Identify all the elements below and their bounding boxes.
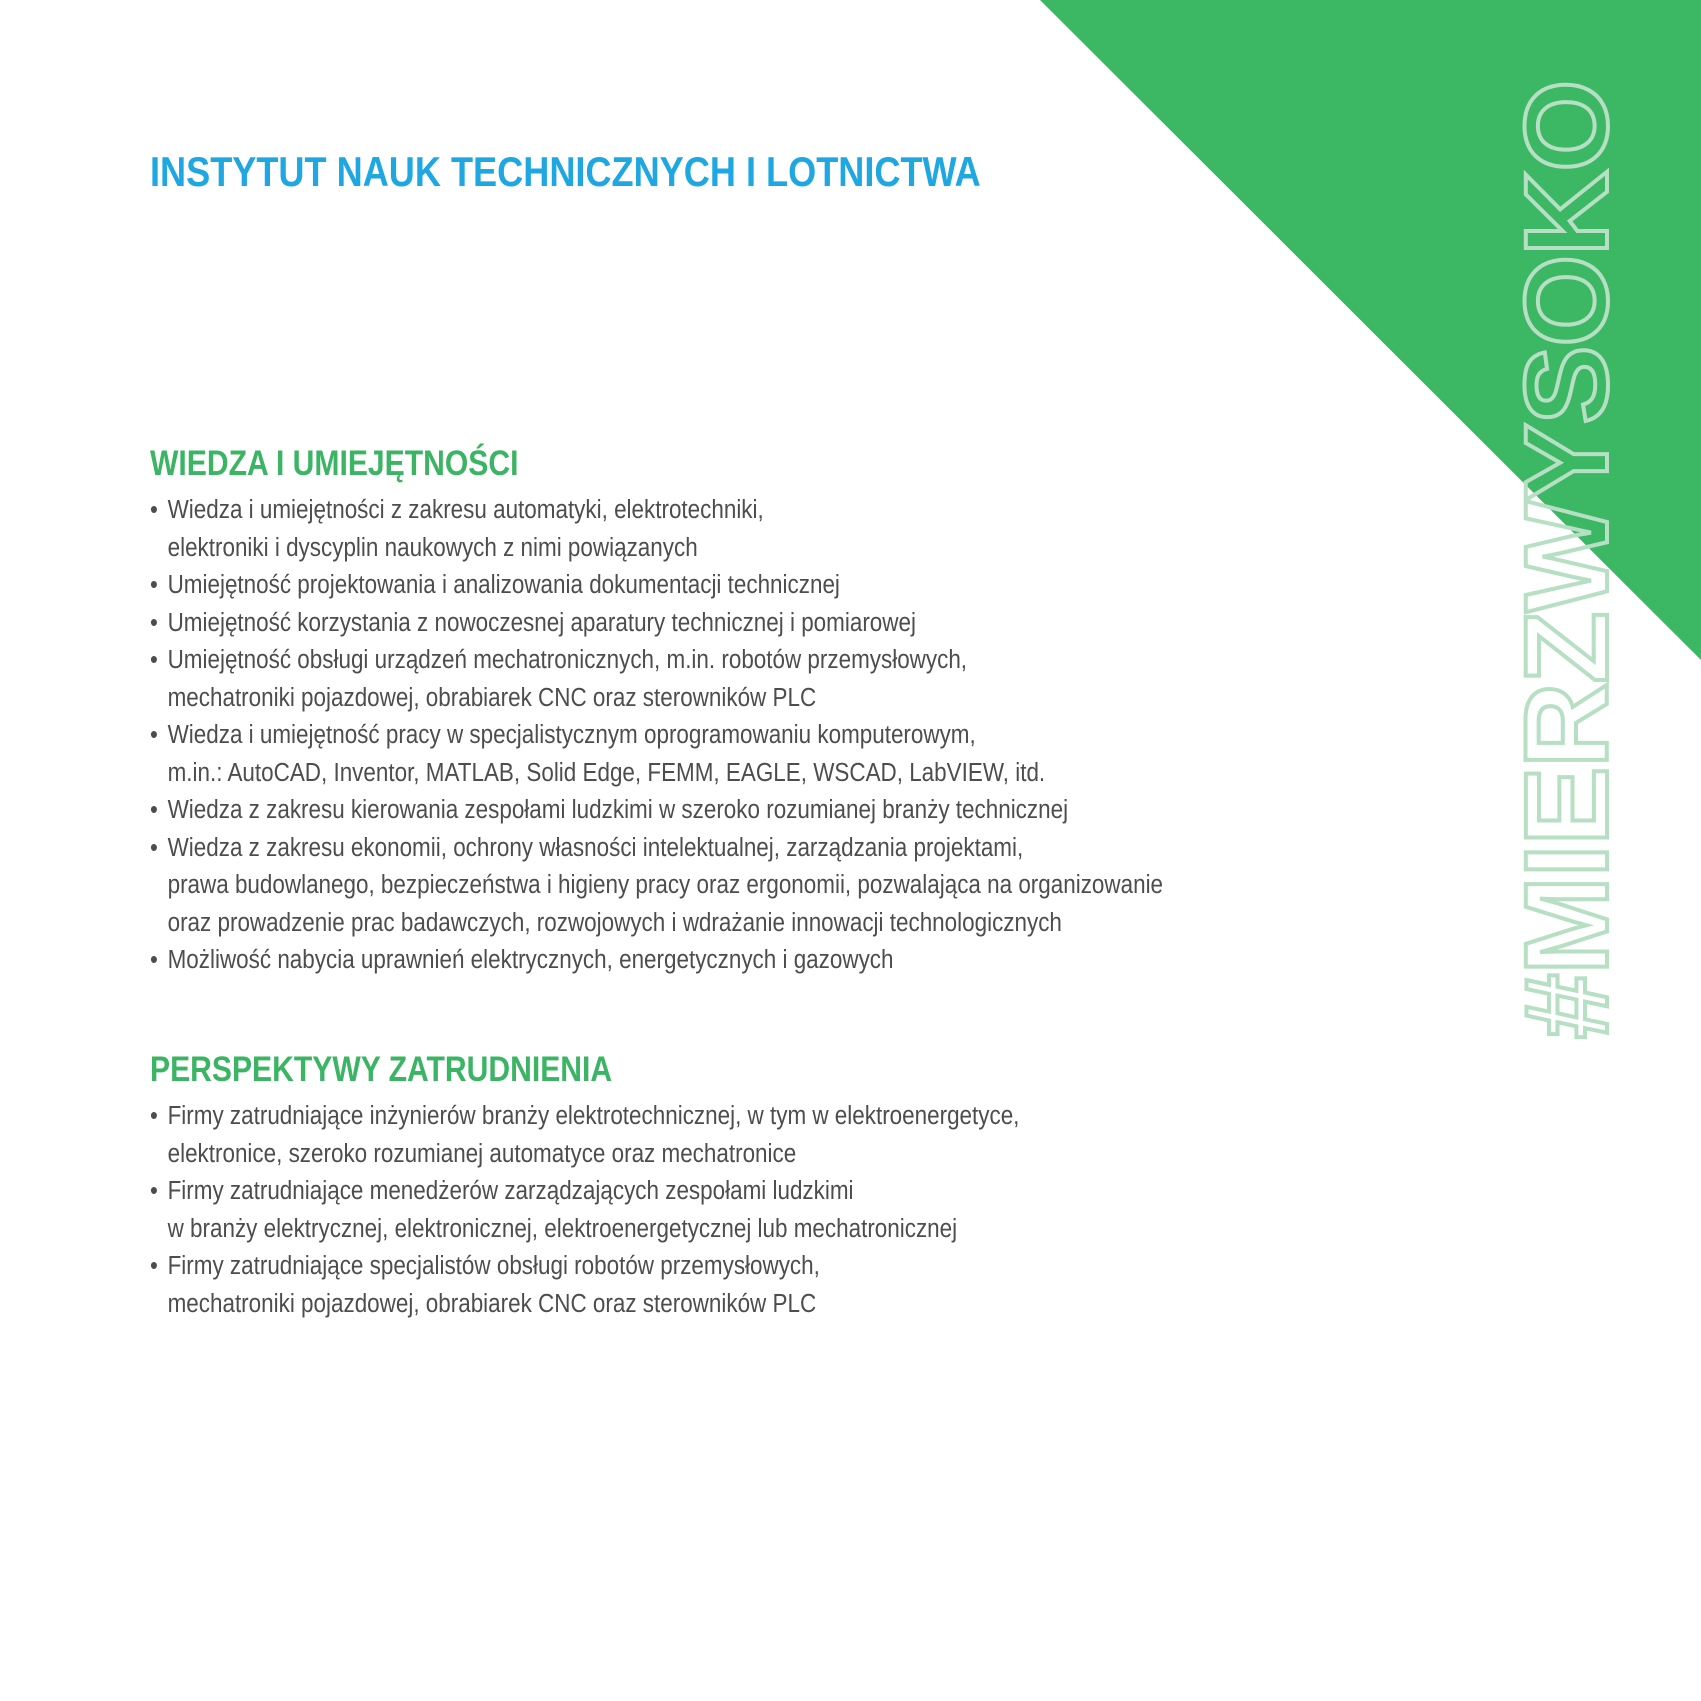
list-item <box>150 830 1312 943</box>
list-item-line: Firmy zatrudniające specjalistów obsługi robotów przemysłowych, <box>167 1252 820 1280</box>
list-item-line: w branży elektrycznej, elektronicznej, elektroenergetycznej lub mechatronicznej <box>167 1214 958 1243</box>
bullet-dot: • <box>150 1177 158 1205</box>
skills-list <box>150 492 1470 980</box>
hashtag-slogan: #MIERZWYSOKO <box>1501 80 1633 1040</box>
list-item <box>150 567 1312 605</box>
list-item <box>150 492 1312 567</box>
skills-heading: WIEDZA I UMIEJĘTNOŚCI <box>150 444 519 483</box>
list-item-line: Umiejętność obsługi urządzeń mechatronicznych, m.in. robotów przemysłowych, <box>167 646 968 674</box>
list-item-line: Wiedza z zakresu kierowania zespołami ludzkimi w szeroko rozumianej branży technicznej <box>167 796 1069 824</box>
list-item-line: oraz prowadzenie prac badawczych, rozwojowych i wdrażanie innowacji technologicznych <box>167 908 1062 937</box>
list-item <box>150 1248 1312 1323</box>
list-item-line: Firmy zatrudniające menedżerów zarządzających zespołami ludzkimi <box>167 1177 854 1205</box>
bullet-dot: • <box>150 496 158 524</box>
list-item <box>150 792 1312 830</box>
bullet-dot: • <box>150 796 158 824</box>
list-item-line: Możliwość nabycia uprawnień elektrycznych, energetycznych i gazowych <box>167 946 894 974</box>
list-item <box>150 1098 1312 1173</box>
list-item-line: prawa budowlanego, bezpieczeństwa i higieny pracy oraz ergonomii, pozwalająca na organizowanie <box>167 871 1164 899</box>
list-item-line: mechatroniki pojazdowej, obrabiarek CNC oraz sterowników PLC <box>167 1289 817 1318</box>
bullet-dot: • <box>150 1252 158 1280</box>
list-item-line: mechatroniki pojazdowej, obrabiarek CNC oraz sterowników PLC <box>167 683 817 712</box>
list-item <box>150 1173 1312 1248</box>
list-item <box>150 605 1312 643</box>
list-item-line: Firmy zatrudniające inżynierów branży elektrotechnicznej, w tym w elektroenergetyce, <box>167 1102 1020 1130</box>
bullet-dot: • <box>150 946 158 974</box>
bullet-dot: • <box>150 1102 158 1130</box>
list-item <box>150 942 1312 980</box>
page-title: INSTYTUT NAUK TECHNICZNYCH I LOTNICTWA <box>150 148 981 195</box>
skills-section <box>150 444 1470 980</box>
jobs-section <box>150 1050 1470 1323</box>
jobs-heading: PERSPEKTYWY ZATRUDNIENIA <box>150 1050 613 1089</box>
list-item-line: Umiejętność korzystania z nowoczesnej aparatury technicznej i pomiarowej <box>167 608 916 637</box>
list-item-line: elektronice, szeroko rozumianej automatyce oraz mechatronice <box>167 1139 797 1168</box>
bullet-dot: • <box>150 571 158 599</box>
bullet-dot: • <box>150 833 158 862</box>
bullet-dot: • <box>150 721 158 749</box>
jobs-list <box>150 1098 1470 1323</box>
list-item-line: Umiejętność projektowania i analizowania dokumentacji technicznej <box>167 571 840 599</box>
list-item <box>150 717 1312 792</box>
list-item-line: m.in.: AutoCAD, Inventor, MATLAB, Solid Edge, FEMM, EAGLE, WSCAD, LabVIEW, itd. <box>167 758 1046 787</box>
list-item-line: elektroniki i dyscyplin naukowych z nimi powiązanych <box>167 533 698 562</box>
list-item <box>150 642 1312 717</box>
list-item-line: Wiedza z zakresu ekonomii, ochrony własności intelektualnej, zarządzania projektami, <box>167 833 1024 862</box>
bullet-dot: • <box>150 646 158 674</box>
bullet-dot: • <box>150 608 158 637</box>
list-item-line: Wiedza i umiejętność pracy w specjalistycznym oprogramowaniu komputerowym, <box>167 721 976 749</box>
list-item-line: Wiedza i umiejętności z zakresu automatyki, elektrotechniki, <box>167 496 764 524</box>
